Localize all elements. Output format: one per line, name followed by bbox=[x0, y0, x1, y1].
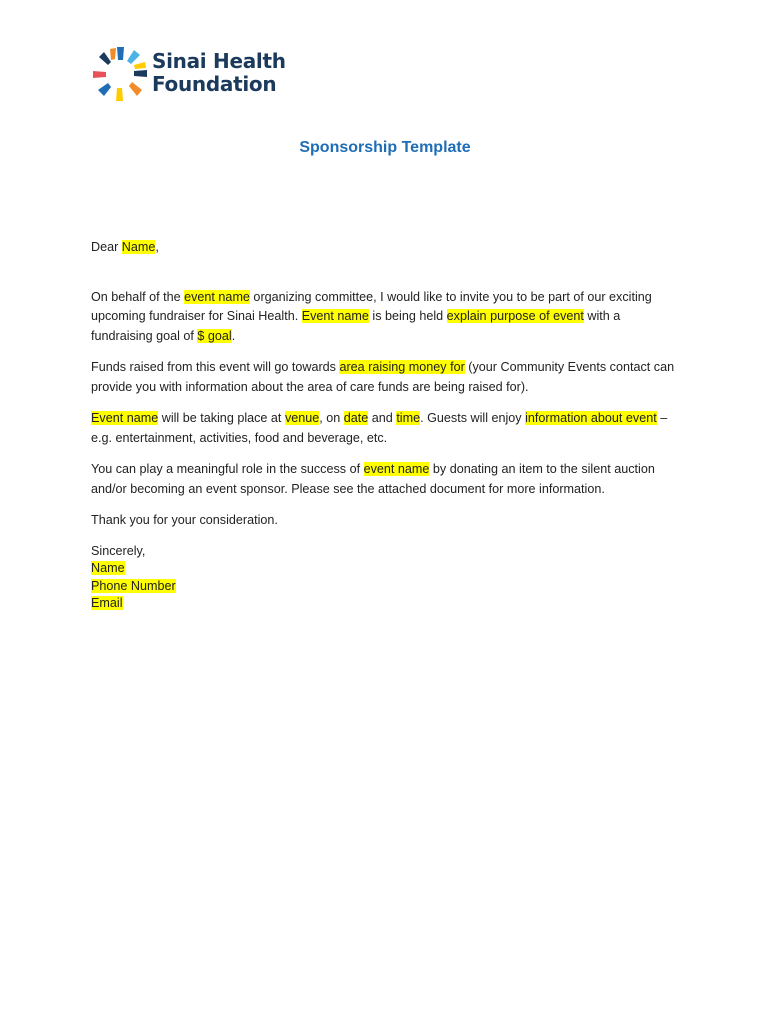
text: and bbox=[368, 411, 397, 425]
placeholder-event-purpose: explain purpose of event bbox=[446, 309, 584, 323]
placeholder-phone-number: Phone Number bbox=[91, 578, 176, 593]
text: , on bbox=[319, 411, 344, 425]
placeholder-event-info: information about event bbox=[525, 411, 657, 425]
logo-wordmark bbox=[152, 50, 286, 96]
text: On behalf of the bbox=[91, 289, 185, 304]
placeholder-area: area raising money for bbox=[339, 360, 465, 374]
text: . bbox=[231, 328, 236, 343]
placeholder-signature-name: Name bbox=[91, 561, 125, 575]
placeholder-date: date bbox=[343, 411, 369, 425]
placeholder-event-name: event name bbox=[363, 462, 430, 476]
placeholder-email: Email bbox=[91, 596, 123, 610]
text-dear: Dear bbox=[91, 240, 122, 254]
paragraph-invitation bbox=[91, 288, 681, 347]
text: will be taking place at bbox=[158, 411, 285, 425]
text: organizing committee, I would like to invite you to be part of our exciting upcoming fundraiser for Sinai Health. bbox=[91, 289, 652, 323]
text: You can play a meaningful role in the success of bbox=[91, 462, 364, 476]
text-comma: , bbox=[155, 240, 159, 254]
paragraph-sponsorship bbox=[91, 460, 681, 499]
placeholder-time: time bbox=[396, 411, 421, 425]
text: . Guests will enjoy bbox=[420, 411, 526, 425]
logo-line-2: Foundation bbox=[152, 72, 277, 96]
placeholder-event-name: event name bbox=[184, 289, 250, 304]
text: with a fundraising goal of bbox=[91, 309, 621, 343]
paragraph-event-details bbox=[91, 409, 681, 448]
placeholder-name: Name bbox=[121, 240, 156, 254]
text: by donating an item to the silent auction and/or becoming an event sponsor. Please see the attached document for more information. bbox=[91, 462, 655, 496]
letter-body bbox=[91, 238, 681, 613]
closing-block bbox=[91, 543, 681, 613]
logo-line-1: Sinai Health bbox=[152, 49, 286, 73]
text: (your Community Events contact can provide you with information about the area of care funds are being raised for). bbox=[91, 360, 675, 394]
salutation bbox=[91, 238, 681, 258]
page-title: Sponsorship Template bbox=[299, 139, 471, 156]
starburst-logo-icon bbox=[92, 46, 148, 102]
sinai-health-foundation-logo bbox=[92, 46, 292, 104]
paragraph-funds bbox=[91, 358, 681, 397]
text: – e.g. entertainment, activities, food and beverage, etc. bbox=[91, 411, 668, 445]
placeholder-venue: venue bbox=[284, 411, 320, 425]
paragraph-thanks: Thank you for your consideration. bbox=[91, 513, 278, 527]
closing-sincerely: Sincerely, bbox=[91, 543, 146, 558]
placeholder-event-name: Event name bbox=[301, 309, 369, 323]
placeholder-event-name: Event name bbox=[91, 411, 159, 425]
placeholder-goal: $ goal bbox=[197, 328, 232, 343]
text: Funds raised from this event will go towards bbox=[91, 360, 340, 374]
text: is being held bbox=[368, 309, 447, 323]
